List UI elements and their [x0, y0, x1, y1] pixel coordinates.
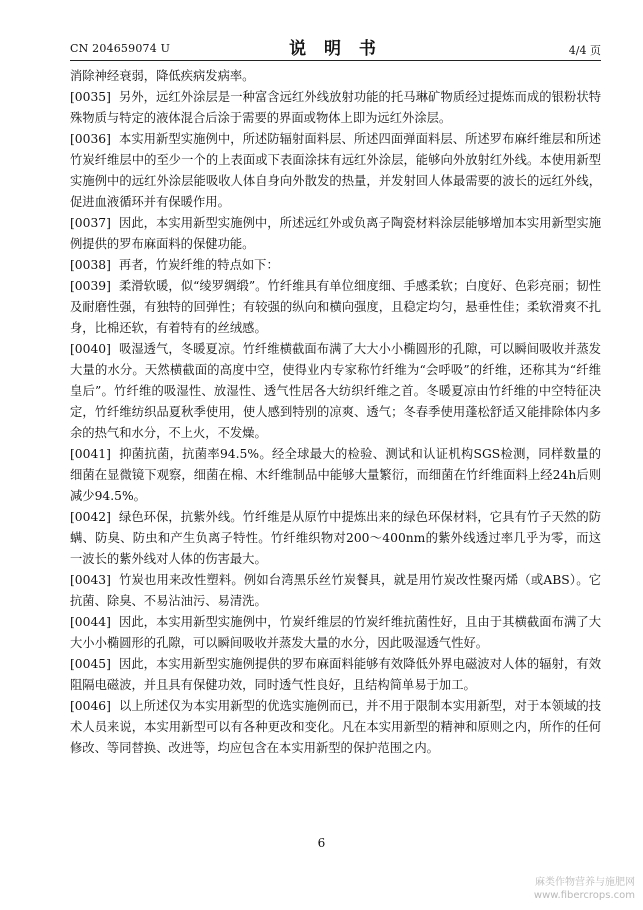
paragraph-number: [0037] [70, 216, 111, 230]
paragraph-text: 柔滑软暖，似“绫罗绸缎”。竹纤维具有单位细度细、手感柔软；白度好、色彩亮丽；韧性及耐磨性强，有独特的回弹性；有较强的纵向和横向强度，且稳定均匀，悬垂性佳；柔软滑爽不扎身，比棉还软，有着特有的丝绒感。 [70, 279, 601, 335]
paragraph-text: 吸湿透气，冬暖夏凉。竹纤维横截面布满了大大小小椭圆形的孔隙，可以瞬间吸收并蒸发大量的水分。天然横截面的高度中空，使得业内专家称竹纤维为“会呼吸”的纤维，还称其为“纤维皇后”。竹纤维的吸湿性、放湿性、透气性居各大纺织纤维之首。冬暖夏凉由竹纤维的中空特征决定，竹纤维纺织品夏秋季使用，使人感到特别的凉爽、透气；冬春季使用蓬松舒适又能排除体内多余的热气和水分，不上火，不发燥。 [70, 342, 601, 440]
paragraph-number: [0036] [70, 132, 111, 146]
paragraph-text: 另外，远红外涂层是一种富含远红外线放射功能的托马琳矿物质经过提炼而成的银粉状特殊物质与特定的液体混合后涂于需要的界面或物体上即为远红外涂层。 [70, 90, 601, 125]
paragraph [70, 654, 601, 696]
publication-number: CN 204659074 U [70, 42, 171, 55]
paragraph [70, 570, 601, 612]
paragraph-number: [0040] [70, 342, 111, 356]
paragraph-text: 本实用新型实施例中，所述防辐射面料层、所述四面弹面料层、所述罗布麻纤维层和所述竹炭纤维层中的至少一个的上表面或下表面涂抹有远红外涂层，能够向外放射红外线。本使用新型实施例中的远红外涂层能吸收人体自身向外散发的热量，并发射回人体最需要的波长的远红外线，促进血液循环并有保暖作用。 [70, 132, 601, 209]
paragraph-text: 绿色环保，抗紫外线。竹纤维是从原竹中提炼出来的绿色环保材料，它具有竹子天然的防螨、防臭、防虫和产生负离子特性。竹纤维织物对200～400nm的紫外线透过率几乎为零，而这一波长的紫外线对人体的伤害最大。 [70, 510, 601, 566]
paragraph-number: [0038] [70, 258, 111, 272]
paragraph [70, 507, 601, 570]
lead-line: 消除神经衰弱，降低疾病发病率。 [70, 69, 255, 83]
paragraph-text: 因此，本实用新型实施例中，竹炭纤维层的竹炭纤维抗菌性好，且由于其横截面布满了大大小小椭圆形的孔隙，可以瞬间吸收并蒸发大量的水分，因此吸湿透气性好。 [70, 615, 601, 650]
paragraph-number: [0043] [70, 573, 111, 587]
paragraph [70, 696, 601, 759]
paragraph [70, 612, 601, 654]
paragraph [70, 129, 601, 213]
paragraph-text: 因此，本实用新型实施例中，所述远红外或负离子陶瓷材料涂层能够增加本实用新型实施例提供的罗布麻面料的保健功能。 [70, 216, 601, 251]
paragraph [70, 87, 601, 129]
watermark-line-1: 麻类作物营养与施肥网 [535, 877, 635, 888]
description-body [70, 66, 601, 759]
paragraph-text: 因此，本实用新型实施例提供的罗布麻面料能够有效降低外界电磁波对人体的辐射，有效阻隔电磁波，并且具有保健功效，同时透气性良好，且结构简单易于加工。 [70, 657, 601, 692]
paragraph-text: 抑菌抗菌，抗菌率94.5%。经全球最大的检验、测试和认证机构SGS检测，同样数量的细菌在显微镜下观察，细菌在棉、木纤维制品中能够大量繁衍，而细菌在竹纤维面料上经24h后则减少94.5%。 [70, 447, 601, 503]
paragraph [70, 339, 601, 444]
watermark-line-2: www.fibercrops.com [533, 890, 635, 901]
paragraph-number: [0044] [70, 615, 111, 629]
paragraph [70, 276, 601, 339]
paragraph-number: [0046] [70, 699, 111, 713]
page-number: 6 [317, 836, 326, 850]
paragraph-number: [0045] [70, 657, 111, 671]
paragraph-text: 以上所述仅为本实用新型的优选实施例而已，并不用于限制本实用新型，对于本领域的技术人员来说，本实用新型可以有各种更改和变化。凡在本实用新型的精神和原则之内，所作的任何修改、等同替换、改进等，均应包含在本实用新型的保护范围之内。 [70, 699, 601, 755]
paragraph-text: 竹炭也用来改性塑料。例如台湾黑乐丝竹炭餐具，就是用竹炭改性聚丙烯（或ABS）。它抗菌、除臭、不易沾油污、易清洗。 [70, 573, 601, 608]
paragraph-number: [0041] [70, 447, 111, 461]
paragraph [70, 213, 601, 255]
paragraph-text: 再者，竹炭纤维的特点如下： [118, 258, 279, 272]
paragraph-number: [0039] [70, 279, 111, 293]
paragraph-number: [0035] [70, 90, 111, 104]
paragraph-number: [0042] [70, 510, 111, 524]
page-info: 4/4 页 [568, 44, 601, 57]
site-watermark [534, 876, 635, 902]
paragraph [70, 255, 601, 276]
document-title: 说 明 书 [289, 39, 382, 59]
paragraph [70, 444, 601, 507]
page-header [70, 34, 601, 58]
header-rule [70, 60, 601, 61]
